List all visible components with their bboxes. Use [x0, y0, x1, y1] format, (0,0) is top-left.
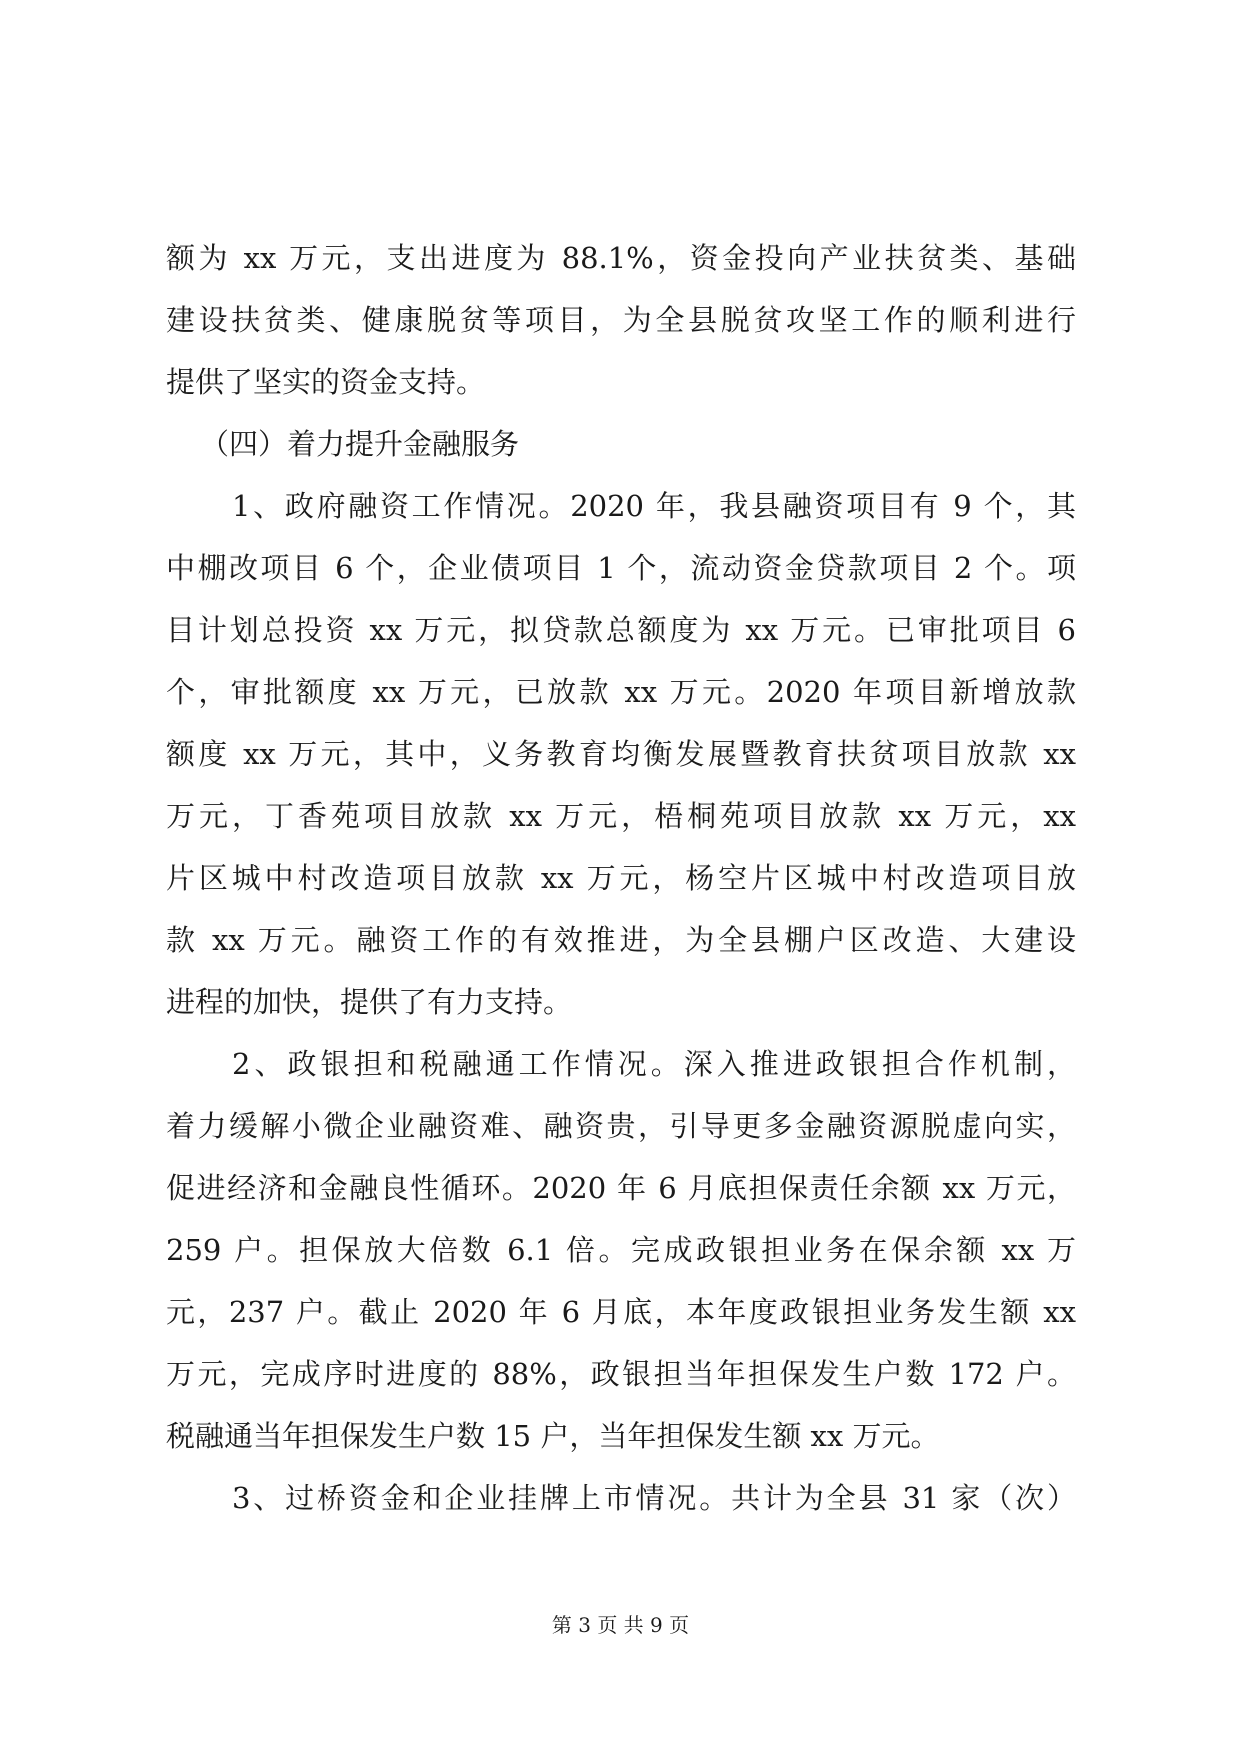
page-number-footer: 第 3 页 共 9 页 — [551, 1613, 690, 1637]
text-line: 元，237 户。截止 2020 年 6 月底，本年度政银担业务发生额 xx — [166, 1295, 1076, 1329]
text-line: 片区城中村改造项目放款 xx 万元，杨空片区城中村改造项目放 — [166, 861, 1076, 895]
text-line: 进程的加快，提供了有力支持。 — [166, 985, 573, 1019]
text-line: 2、政银担和税融通工作情况。深入推进政银担合作机制， — [232, 1047, 1076, 1081]
text-line: 税融通当年担保发生户数 15 户，当年担保发生额 xx 万元。 — [166, 1419, 940, 1453]
text-line: 万元，完成序时进度的 88%，政银担当年担保发生户数 172 户。 — [166, 1357, 1076, 1391]
text-line: 1、政府融资工作情况。2020 年，我县融资项目有 9 个，其 — [232, 489, 1076, 523]
section-heading: （四）着力提升金融服务 — [200, 427, 520, 461]
text-line: 提供了坚实的资金支持。 — [166, 365, 486, 399]
text-line: 额为 xx 万元，支出进度为 88.1%，资金投向产业扶贫类、基础 — [166, 241, 1076, 275]
text-line: 款 xx 万元。融资工作的有效推进，为全县棚户区改造、大建设 — [166, 923, 1076, 957]
text-line: 259 户。担保放大倍数 6.1 倍。完成政银担业务在保余额 xx 万 — [166, 1233, 1076, 1267]
text-line: 额度 xx 万元，其中，义务教育均衡发展暨教育扶贫项目放款 xx — [166, 737, 1076, 771]
text-line: 中棚改项目 6 个，企业债项目 1 个，流动资金贷款项目 2 个。项 — [166, 551, 1076, 585]
text-line: 3、过桥资金和企业挂牌上市情况。共计为全县 31 家（次） — [232, 1481, 1076, 1515]
text-line: 建设扶贫类、健康脱贫等项目，为全县脱贫攻坚工作的顺利进行 — [166, 303, 1076, 337]
text-line: 着力缓解小微企业融资难、融资贵，引导更多金融资源脱虚向实， — [166, 1109, 1076, 1143]
text-line: 促进经济和金融良性循环。2020 年 6 月底担保责任余额 xx 万元， — [166, 1171, 1076, 1205]
text-line: 个，审批额度 xx 万元，已放款 xx 万元。2020 年项目新增放款 — [166, 675, 1076, 709]
text-line: 万元，丁香苑项目放款 xx 万元，梧桐苑项目放款 xx 万元，xx — [166, 799, 1076, 833]
text-line: 目计划总投资 xx 万元，拟贷款总额度为 xx 万元。已审批项目 6 — [166, 613, 1076, 647]
